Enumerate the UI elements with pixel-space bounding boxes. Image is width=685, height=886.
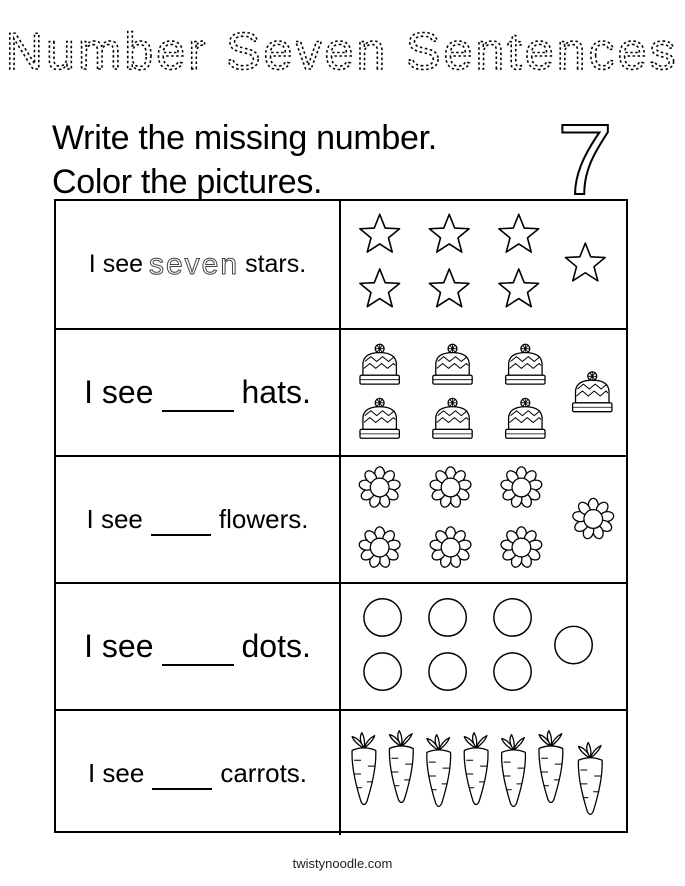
picture-cell: [341, 330, 626, 455]
sentence-prefix: I see: [84, 628, 154, 664]
dot-icon[interactable]: [364, 653, 401, 690]
winter-hat-icon[interactable]: [506, 344, 545, 384]
answer-blank[interactable]: [162, 627, 234, 666]
instruction-line-2: Color the pictures.: [52, 163, 323, 201]
answer-blank[interactable]: [151, 503, 211, 536]
star-icon[interactable]: [499, 214, 539, 252]
flower-icon[interactable]: [500, 467, 542, 509]
flower-icon[interactable]: [429, 527, 471, 569]
row-stars: [56, 201, 626, 328]
star-icon[interactable]: [499, 269, 539, 307]
star-icon[interactable]: [429, 214, 469, 252]
carrot-icon[interactable]: [352, 733, 376, 805]
carrot-icon[interactable]: [578, 742, 602, 814]
dot-icon[interactable]: [429, 599, 466, 636]
row-dots: [56, 582, 626, 709]
worksheet-title-text: Number Seven Sentences: [5, 23, 679, 81]
sentence-cell: [56, 711, 341, 835]
row-hats: [56, 328, 626, 455]
picture-cell: [341, 711, 626, 835]
sentence-prefix: I see: [86, 504, 143, 534]
flower-icon[interactable]: [358, 527, 400, 569]
flower-icon[interactable]: [572, 498, 614, 540]
carrot-icon[interactable]: [502, 735, 526, 807]
sentence-suffix: carrots.: [220, 757, 308, 788]
row-carrots: [56, 709, 626, 835]
worksheet-title: [0, 14, 685, 84]
sentence-prefix: I see: [87, 757, 145, 788]
traced-number-word[interactable]: seven: [149, 247, 240, 281]
dot-icon[interactable]: [494, 653, 531, 690]
sentence-suffix: dots.: [241, 628, 311, 664]
winter-hat-icon[interactable]: [506, 398, 545, 438]
sentence-suffix: stars.: [245, 250, 307, 278]
dot-icon[interactable]: [494, 599, 531, 636]
big-numeral-seven: [540, 114, 630, 202]
carrot-icon[interactable]: [464, 733, 488, 805]
sentence-cell: [56, 201, 341, 328]
star-icon[interactable]: [360, 214, 400, 252]
worksheet-table: [54, 199, 628, 833]
dot-icon[interactable]: [364, 599, 401, 636]
winter-hat-icon[interactable]: [433, 398, 472, 438]
carrot-icon[interactable]: [389, 731, 413, 803]
big-numeral-text: 7: [557, 114, 613, 202]
winter-hat-icon[interactable]: [573, 371, 612, 411]
sentence-cell: [56, 584, 341, 709]
winter-hat-icon[interactable]: [360, 344, 399, 384]
sentence-prefix: I see: [84, 374, 154, 410]
star-icon[interactable]: [429, 269, 469, 307]
dot-icon[interactable]: [555, 626, 592, 663]
sentence-cell: [56, 457, 341, 582]
row-flowers: [56, 455, 626, 582]
carrot-icon[interactable]: [427, 735, 451, 807]
dot-icon[interactable]: [429, 653, 466, 690]
star-icon[interactable]: [360, 269, 400, 307]
sentence-suffix: hats.: [241, 374, 311, 410]
star-icon[interactable]: [565, 243, 605, 281]
picture-cell: [341, 584, 626, 709]
sentence-suffix: flowers.: [218, 504, 309, 534]
flower-icon[interactable]: [358, 467, 400, 509]
winter-hat-icon[interactable]: [360, 398, 399, 438]
answer-blank[interactable]: [152, 757, 212, 790]
winter-hat-icon[interactable]: [433, 344, 472, 384]
picture-cell: [341, 457, 626, 582]
flower-icon[interactable]: [500, 527, 542, 569]
instruction-line-1: Write the missing number.: [52, 119, 437, 157]
carrot-icon[interactable]: [539, 731, 563, 803]
sentence-prefix: I see: [88, 250, 143, 278]
answer-blank[interactable]: [162, 373, 234, 412]
sentence-cell: [56, 330, 341, 455]
footer-credit: twistynoodle.com: [292, 856, 393, 871]
flower-icon[interactable]: [429, 467, 471, 509]
picture-cell: [341, 201, 626, 328]
